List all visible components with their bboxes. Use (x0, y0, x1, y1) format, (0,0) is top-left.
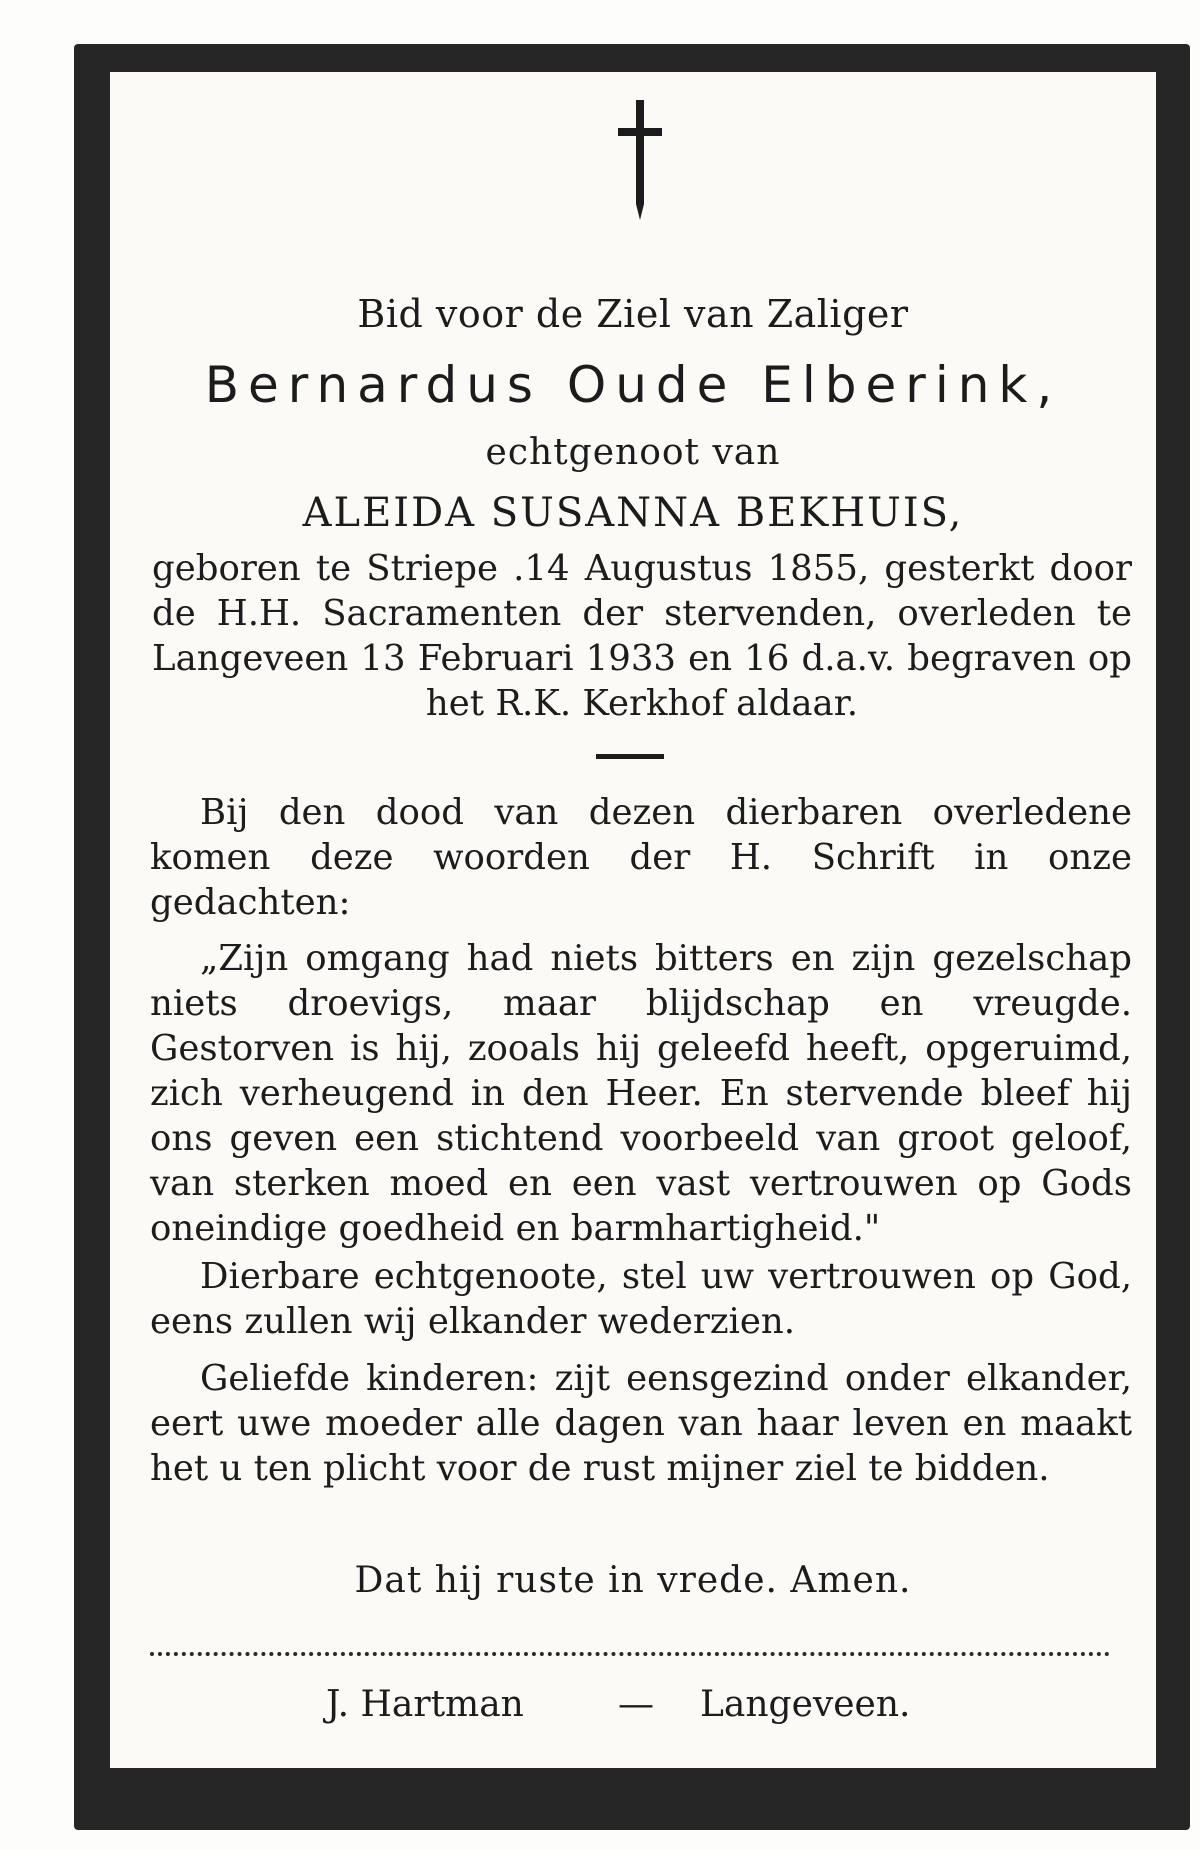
cross-icon (618, 100, 662, 220)
section-divider (596, 754, 664, 759)
printer-place: Langeveen. (700, 1684, 911, 1725)
spouse-name: ALEIDA SUSANNA BEKHUIS, (302, 490, 964, 536)
deceased-name: Bernardus Oude Elberink, (204, 356, 1062, 414)
dotted-rule (150, 1652, 1110, 1656)
closing-prayer: Dat hij ruste in vrede. Amen. (354, 1560, 912, 1601)
printer-separator: — (618, 1684, 654, 1725)
printer-name: J. Hartman (326, 1684, 524, 1725)
biography-text: geboren te Striepe .14 Augustus 1855, gesterkt door de H.H. Sacramenten der stervenden, overleden te Langeveen 13 Februari 1933 en 16 d.a.v. begraven op het R.K. Kerkhof aldaar. (152, 548, 1132, 724)
scripture-quote: „Zijn omgang had niets bitters en zijn gezelschap niets droevigs, maar blijdschap en vreugde. Gestorven is hij, zooals hij geleefd heeft, opgeruimd, zich verheugend in den Heer. En stervende bleef hij ons geven een stichtend voorbeeld van groot geloof, van sterken moed en een vast vertrouwen op Gods oneindige goedheid en barmhartigheid." (150, 938, 1132, 1249)
spouse-label: echtgenoot van (485, 432, 781, 473)
prayer-heading: Bid voor de Ziel van Zaliger (357, 292, 909, 336)
message-to-wife: Dierbare echtgenoote, stel uw vertrouwen op God, eens zullen wij elkander wederzien. (150, 1256, 1132, 1342)
message-to-children: Geliefde kinderen: zijt eensgezind onder elkander, eert uwe moeder alle dagen van haar leven en maakt het u ten plicht voor de rust mijner ziel te bidden. (150, 1358, 1132, 1489)
scripture-intro: Bij den dood van dezen dierbaren overledene komen deze woorden der H. Schrift in onze gedachten: (150, 792, 1132, 923)
